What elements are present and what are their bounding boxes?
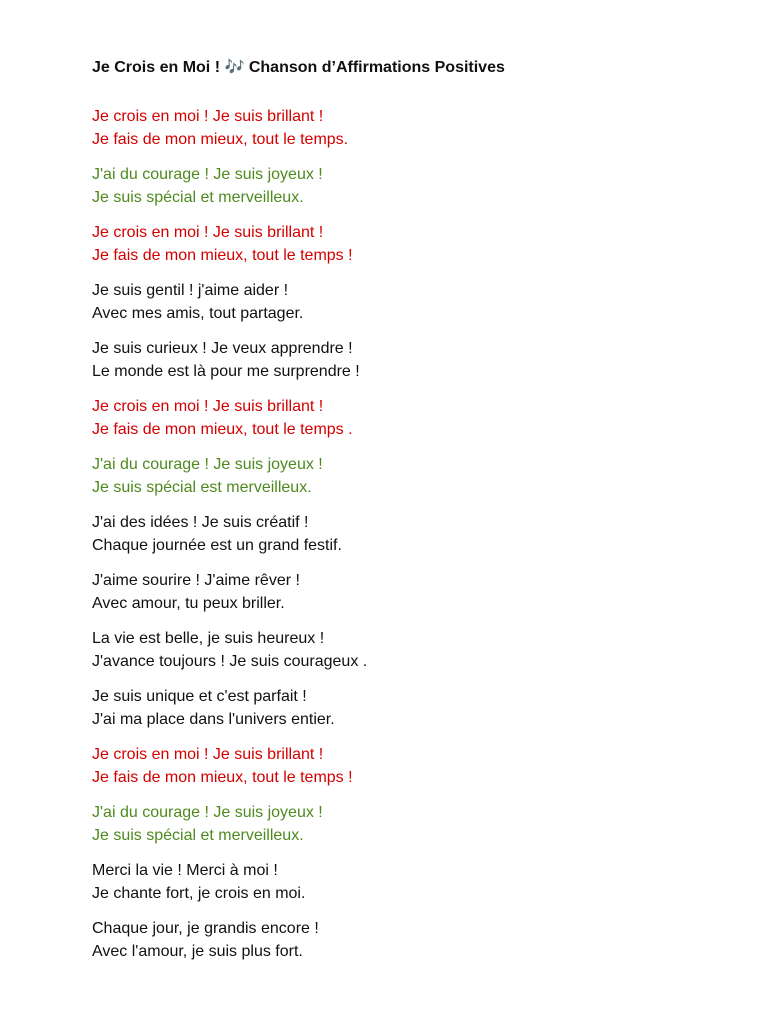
lyric-line: Je fais de mon mieux, tout le temps !	[92, 769, 353, 786]
stanza	[92, 105, 732, 151]
stanza	[92, 511, 732, 557]
lyric-line: Chaque journée est un grand festif.	[92, 537, 342, 554]
stanza	[92, 801, 732, 847]
lyric-line: Avec mes amis, tout partager.	[92, 305, 304, 322]
lyric-line: Le monde est là pour me surprendre !	[92, 363, 360, 380]
lyric-line: J'ai du courage ! Je suis joyeux !	[92, 456, 323, 473]
song-title: Je Crois en Moi ! 🎶 Chanson d’Affirmations Positives	[92, 59, 505, 76]
lyric-line: Je suis gentil ! j'aime aider !	[92, 282, 289, 299]
lyric-line: Je suis spécial est merveilleux.	[92, 479, 312, 496]
stanza	[92, 859, 732, 905]
stanza	[92, 917, 732, 963]
lyric-line: J'aime sourire ! J'aime rêver !	[92, 572, 300, 589]
stanza	[92, 685, 732, 731]
lyric-line: Avec l'amour, je suis plus fort.	[92, 943, 303, 960]
lyric-line: La vie est belle, je suis heureux !	[92, 630, 325, 647]
lyric-line: Je crois en moi ! Je suis brillant !	[92, 746, 324, 763]
lyric-line: Je fais de mon mieux, tout le temps .	[92, 421, 353, 438]
stanza	[92, 221, 732, 267]
lyric-line: Je crois en moi ! Je suis brillant !	[92, 108, 324, 125]
lyrics	[92, 105, 732, 963]
lyric-line: Merci la vie ! Merci à moi !	[92, 862, 278, 879]
lyric-line: J'avance toujours ! Je suis courageux .	[92, 653, 368, 670]
lyric-line: Je suis unique et c'est parfait !	[92, 688, 307, 705]
stanza	[92, 279, 732, 325]
stanza	[92, 163, 732, 209]
lyric-line: Je suis spécial et merveilleux.	[92, 827, 304, 844]
lyric-line: Avec amour, tu peux briller.	[92, 595, 285, 612]
document-page	[92, 58, 732, 975]
lyric-line: J'ai des idées ! Je suis créatif !	[92, 514, 309, 531]
lyric-line: Je fais de mon mieux, tout le temps !	[92, 247, 353, 264]
stanza	[92, 395, 732, 441]
lyric-line: Je chante fort, je crois en moi.	[92, 885, 306, 902]
lyric-line: J'ai du courage ! Je suis joyeux !	[92, 804, 323, 821]
stanza	[92, 337, 732, 383]
lyric-line: J'ai du courage ! Je suis joyeux !	[92, 166, 323, 183]
lyric-line: Chaque jour, je grandis encore !	[92, 920, 319, 937]
stanza	[92, 453, 732, 499]
stanza	[92, 569, 732, 615]
lyric-line: Je suis spécial et merveilleux.	[92, 189, 304, 206]
stanza	[92, 743, 732, 789]
stanza	[92, 627, 732, 673]
lyric-line: Je fais de mon mieux, tout le temps.	[92, 131, 349, 148]
lyric-line: J'ai ma place dans l'univers entier.	[92, 711, 335, 728]
lyric-line: Je suis curieux ! Je veux apprendre !	[92, 340, 353, 357]
lyric-line: Je crois en moi ! Je suis brillant !	[92, 398, 324, 415]
lyric-line: Je crois en moi ! Je suis brillant !	[92, 224, 324, 241]
